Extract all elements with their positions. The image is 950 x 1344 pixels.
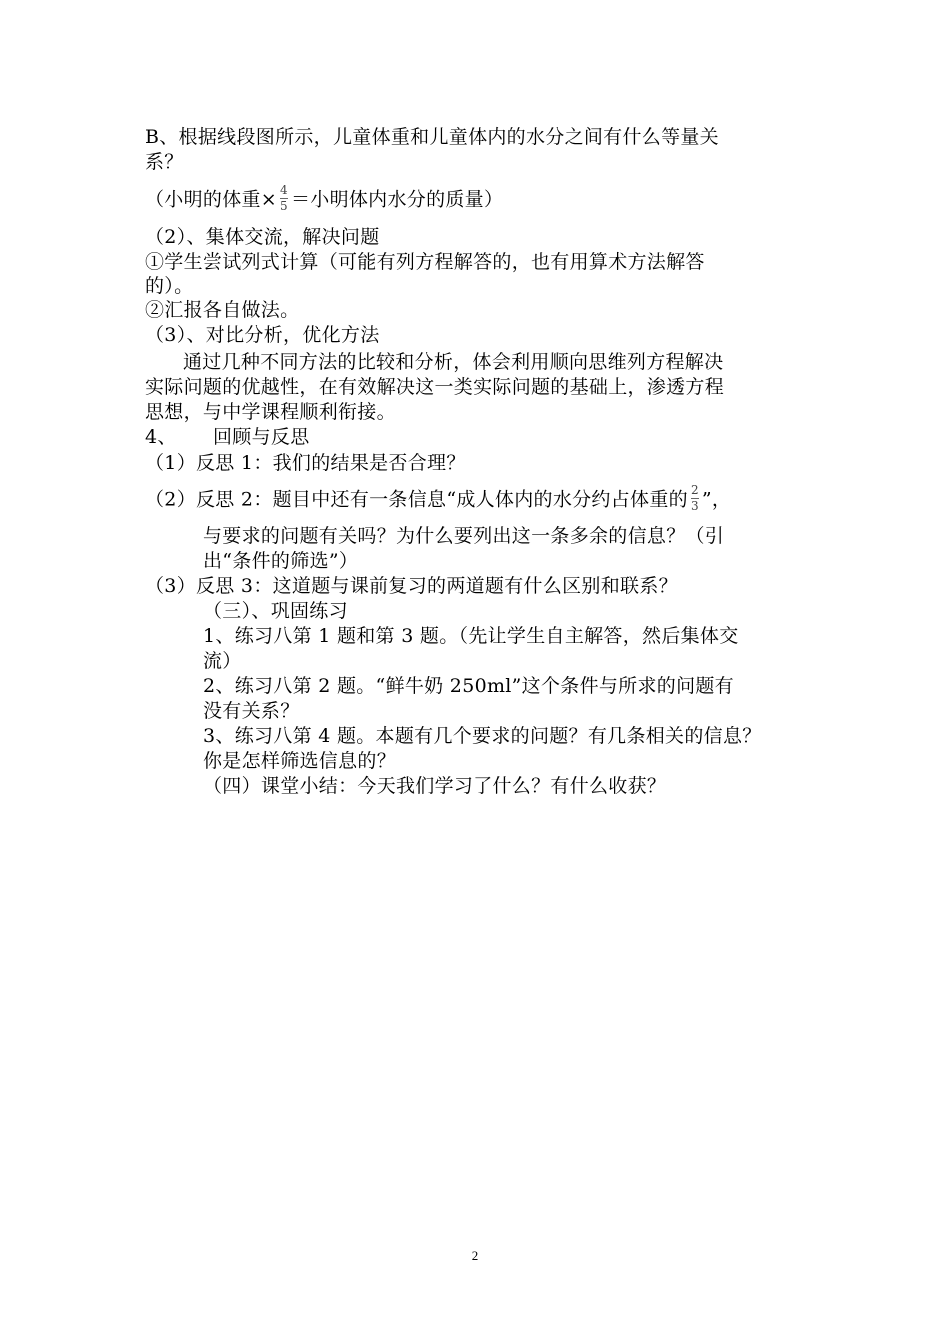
b-question-line-1: B、根据线段图所示，儿童体重和儿童体内的水分之间有什么等量关 [145,126,719,148]
fraction-numerator: 2 [690,483,699,497]
section-2-item-2: ②汇报各自做法。 [145,299,300,321]
section-2-item-1-line-1: ①学生尝试列式计算（可能有列方程解答的，也有用算术方法解答 [145,251,705,273]
b-question-line-2: 系？ [145,151,184,173]
section-3-title: （3）、对比分析，优化方法 [145,324,380,346]
section-3-paragraph-line-2: 实际问题的优越性，在有效解决这一类实际问题的基础上，渗透方程 [145,376,725,398]
class-summary: （四）课堂小结：今天我们学习了什么？有什么收获？ [203,775,667,797]
reflection-2-suffix: ”， [701,488,732,511]
fraction-denominator: 5 [280,199,288,213]
section-3-paragraph-line-3: 思想，与中学课程顺利衔接。 [145,401,396,423]
fraction-denominator: 3 [690,499,699,513]
section-2-item-1-line-2: 的）。 [145,275,194,297]
fraction-four-fifths [280,184,288,213]
page-number: 2 [471,1248,479,1263]
fraction-numerator: 4 [280,183,288,197]
reflection-2-prefix: （2）反思 2：题目中还有一条信息“成人体内的水分约占体重的 [145,488,688,511]
section-3-paragraph-line-1: 通过几种不同方法的比较和分析，体会利用顺向思维列方程解决 [183,351,724,373]
formula-prefix: （小明的体重× [145,188,278,211]
reflection-2-line-2: 与要求的问题有关吗？为什么要列出这一条多余的信息？（引 [203,525,725,547]
section-4-title: 回顾与反思 [213,426,310,448]
practice-item-2-line-1: 2、练习八第 2 题。“鲜牛奶 250ml”这个条件与所求的问题有 [203,675,734,697]
reflection-3: （3）反思 3：这道题与课前复习的两道题有什么区别和联系？ [145,575,678,597]
formula-suffix: ＝小明体内水分的质量） [290,188,504,211]
section-4-number: 4、 [145,426,177,448]
fraction-two-thirds [691,484,699,513]
formula-line [145,183,504,215]
practice-item-3-line-1: 3、练习八第 4 题。本题有几个要求的问题？有几条相关的信息？ [203,725,762,747]
reflection-1: （1）反思 1：我们的结果是否合理？ [145,452,466,474]
practice-item-1-line-2: 流） [203,650,242,672]
practice-item-2-line-2: 没有关系？ [203,700,300,722]
practice-item-1-line-1: 1、练习八第 1 题和第 3 题。（先让学生自主解答，然后集体交 [203,625,739,647]
practice-item-3-line-2: 你是怎样筛选信息的？ [203,750,397,772]
reflection-2-line-1 [145,483,732,515]
section-2-title: （2）、集体交流，解决问题 [145,226,380,248]
practice-title: （三）、巩固练习 [203,600,348,622]
reflection-2-line-3: 出“条件的筛选”） [203,550,359,572]
